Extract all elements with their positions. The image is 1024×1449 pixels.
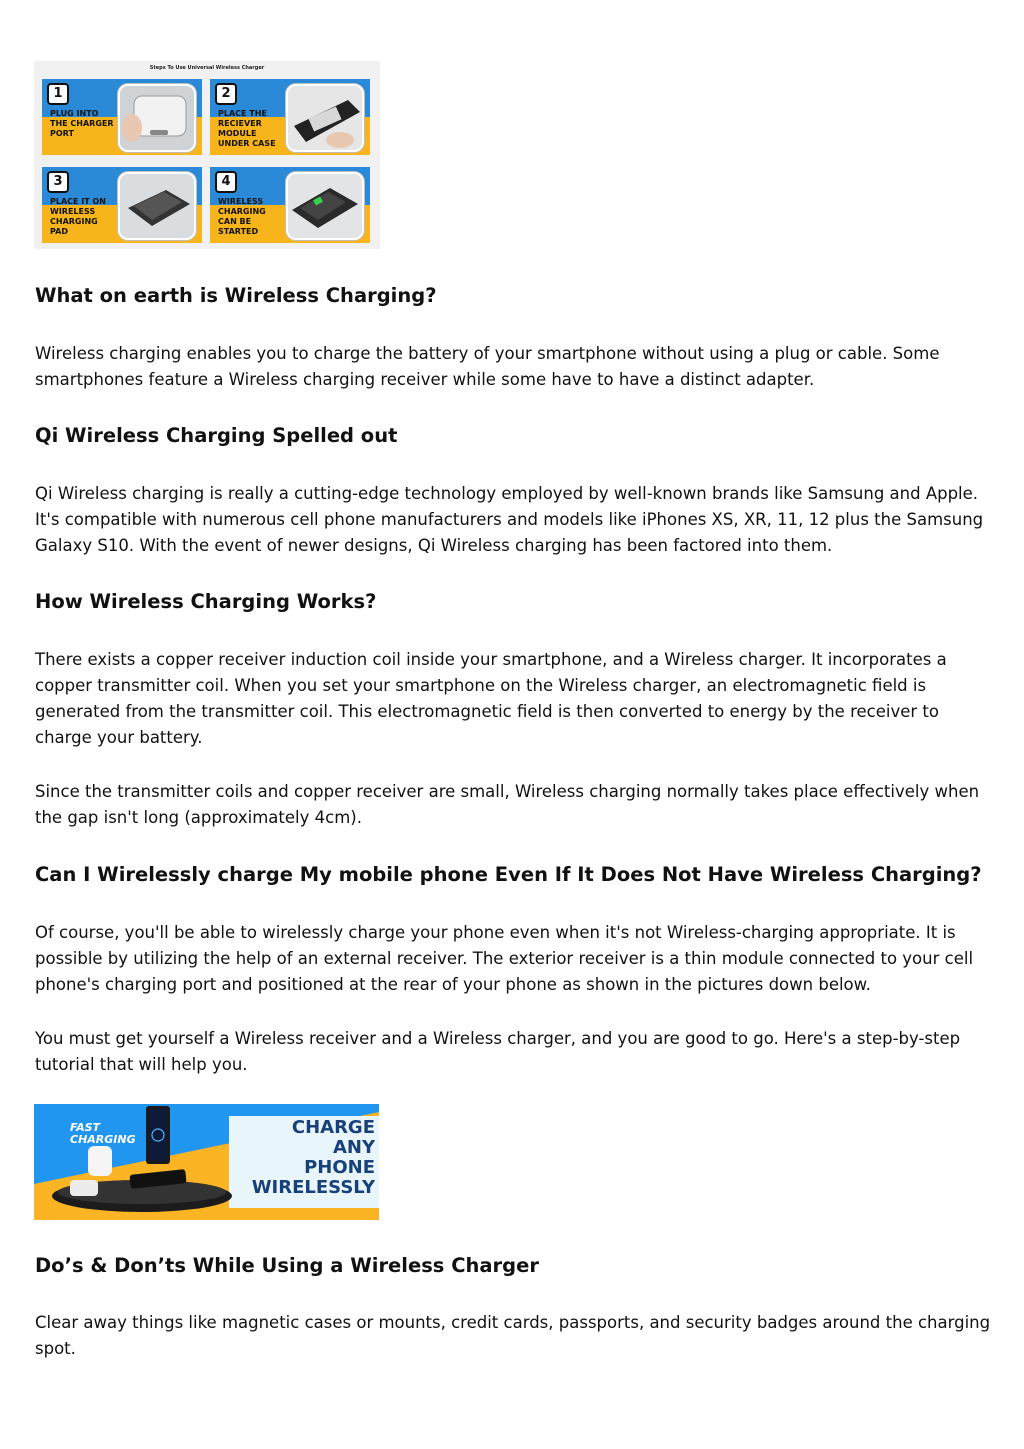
section-heading: Can I Wirelessly charge My mobile phone Even If It Does Not Have Wireless Charging? — [35, 863, 982, 886]
step-number: 1 — [47, 83, 69, 105]
section-paragraph: Clear away things like magnetic cases or mounts, credit cards, passports, and security badges around the charging spot. — [35, 1313, 991, 1358]
section-paragraph: Qi Wireless charging is really a cutting-edge technology employed by well-known brands like Samsung and Apple. It's compatible with numerous cell phone manufacturers and models like iPhones XS, XR, 11, 12 plus the Samsung Galaxy S10. With the event of newer designs, Qi Wireless charging has been factored into them. — [35, 484, 984, 555]
section-heading: What on earth is Wireless Charging? — [35, 284, 437, 307]
step-text: WIRELESS CHARGING CAN BE STARTED — [218, 197, 266, 236]
step-number: 3 — [47, 171, 69, 193]
step-card-3 — [42, 167, 202, 243]
charge-any-phone-banner — [34, 1104, 379, 1220]
fast-charging-label: FAST CHARGING — [70, 1121, 136, 1146]
section-heading: How Wireless Charging Works? — [35, 590, 377, 613]
section-paragraph: Wireless charging enables you to charge the battery of your smartphone without using a plug or cable. Some smartphones feature a Wireless charging receiver while some have to have a distinct adapter. — [35, 344, 940, 389]
charging-dock-illustration — [34, 1104, 234, 1220]
step-number: 4 — [215, 171, 237, 193]
step-number: 2 — [215, 83, 237, 105]
step-card-1 — [42, 79, 202, 155]
phone-plug-photo — [118, 84, 196, 152]
receiver-module-photo — [286, 84, 364, 152]
section-heading: Qi Wireless Charging Spelled out — [35, 424, 398, 447]
step-text: PLACE THE RECIEVER MODULE UNDER CASE — [218, 109, 276, 148]
charging-started-photo — [286, 172, 364, 240]
section-paragraph: You must get yourself a Wireless receiver and a Wireless charger, and you are good to go. Here's a step-by-step tutorial that will help you. — [35, 1029, 961, 1074]
section-heading: Do’s & Don’ts While Using a Wireless Charger — [35, 1254, 539, 1277]
section-paragraph: Of course, you'll be able to wirelessly charge your phone even when it's not Wireless-charging appropriate. It is possible by utilizing the help of an external receiver. The exterior receiver is a thin module connected to your cell phone's charging port and positioned at the rear of your phone as shown in the pictures down below. — [35, 923, 974, 994]
section-paragraph: There exists a copper receiver induction coil inside your smartphone, and a Wireless charger. It incorporates a copper transmitter coil. When you set your smartphone on the Wireless charger, an electromagnetic field is generated from the transmitter coil. This electromagnetic field is then converted to energy by the receiver to charge your battery. — [35, 650, 947, 747]
charge-any-phone-text: CHARGE ANY PHONE WIRELESSLY — [251, 1117, 375, 1198]
step-text: PLUG INTO THE CHARGER PORT — [50, 109, 114, 138]
step-card-4 — [210, 167, 370, 243]
infographic-title: Steps To Use Universal Wireless Charger — [149, 65, 265, 71]
charging-pad-photo — [118, 172, 196, 240]
steps-infographic — [34, 61, 380, 249]
step-text: PLACE IT ON WIRELESS CHARGING PAD — [50, 197, 106, 236]
section-paragraph: Since the transmitter coils and copper receiver are small, Wireless charging normally takes place effectively when the gap isn't long (approximately 4cm). — [35, 782, 980, 827]
step-card-2 — [210, 79, 370, 155]
